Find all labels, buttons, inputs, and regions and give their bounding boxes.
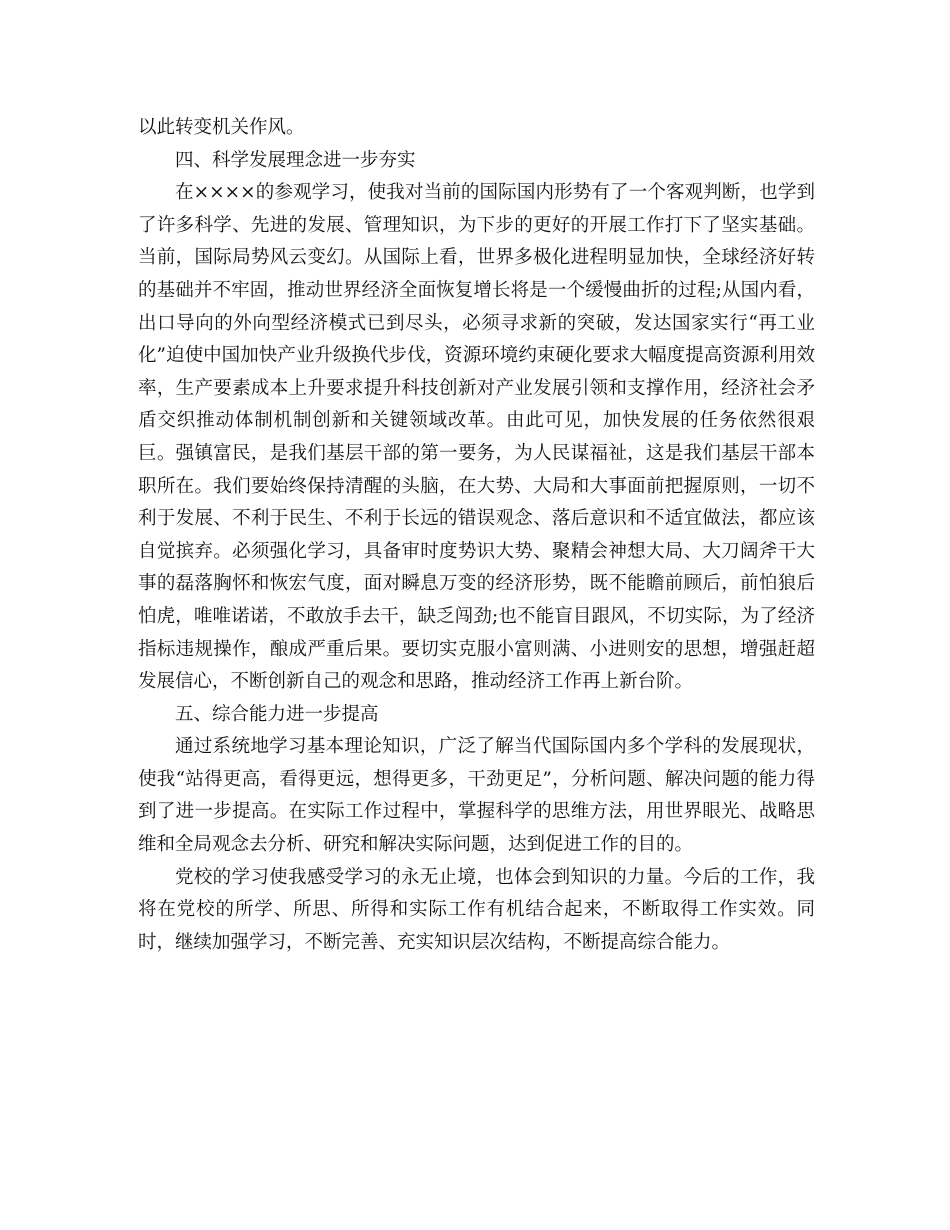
paragraph-conclusion: 党校的学习使我感受学习的永无止境，也体会到知识的力量。今后的工作，我将在党校的所学、所思、所得和实际工作有机结合起来，不断取得工作实效。同时，继续加强学习，不断完善、充实知识层次结构，不断提高综合能力。 (138, 866, 815, 953)
paragraph-section-4: 在××××的参观学习，使我对当前的国际国内形势有了一个客观判断，也学到了许多科学、先进的发展、管理知识，为下步的更好的开展工作打下了坚实基础。当前，国际局势风云变幻。从国际上看，世界多极化进程明显加快，全球经济好转的基础并不牢固，推动世界经济全面恢复增长将是一个缓慢曲折的过程;从国内看，出口导向的外向型经济模式已到尽头，必须寻求新的突破，发达国家实行“再工业化”迫使中国加快产业升级换代步伐，资源环境约束硬化要求大幅度提高资源利用效率，生产要素成本上升要求提升科技创新对产业发展引领和支撑作用，经济社会矛盾交织推动体制机制创新和关键领域改革。由此可见，加快发展的任务依然很艰巨。强镇富民，是我们基层干部的第一要务，为人民谋福祉，这是我们基层干部本职所在。我们要始终保持清醒的头脑，在大势、大局和大事面前把握原则，一切不利于发展、不利于民生、不利于长远的错误观念、落后意识和不适宜做法，都应该自觉摈弃。必须强化学习，具备审时度势识大势、聚精会神想大局、大刀阔斧干大事的磊落胸怀和恢宏气度，面对瞬息万变的经济形势，既不能瞻前顾后，前怕狼后怕虎，唯唯诺诺，不敢放手去干，缺乏闯劲;也不能盲目跟风，不切实际，为了经济指标违规操作，酿成严重后果。要切实克服小富则满、小进则安的思想，增强赶超发展信心，不断创新自己的观念和思路，推动经济工作再上新台阶。 (138, 182, 815, 693)
section-heading-5: 五、综合能力进一步提高 (175, 703, 379, 725)
paragraph-continuation: 以此转变机关作风。 (138, 117, 305, 138)
section-heading-4: 四、科学发展理念进一步夯实 (175, 149, 416, 171)
paragraph-section-5: 通过系统地学习基本理论知识，广泛了解当代国际国内多个学科的发展现状，使我“站得更高，看得更远，想得更多，干劲更足”，分析问题、解决问题的能力得到了进一步提高。在实际工作过程中，掌握科学的思维方法，用世界眼光、战略思维和全局观念去分析、研究和解决实际问题，达到促进工作的目的。 (138, 736, 815, 856)
document-body (138, 112, 815, 959)
